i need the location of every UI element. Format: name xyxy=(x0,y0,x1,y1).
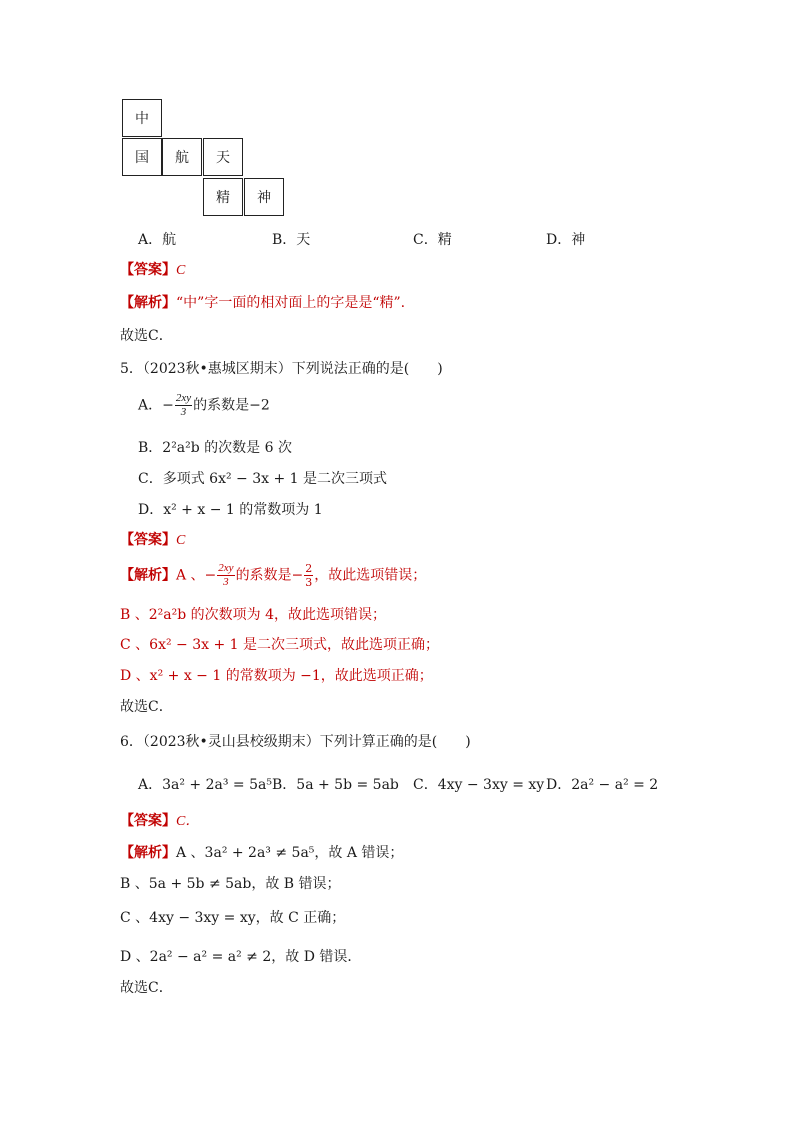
analysis-text: “中”字一面的相对面上的字是是“精”. xyxy=(176,295,406,311)
q6-option-d: D．2a² − a² = 2 xyxy=(546,777,659,793)
q6-analysis-d: D 、2a² − a² = a² ≠ 2，故 D 错误． xyxy=(120,949,362,965)
q5-option-d: D．x² + x − 1 的常数项为 1 xyxy=(138,502,323,518)
net-cell: 神 xyxy=(244,178,284,216)
fraction xyxy=(175,392,192,419)
denominator: 3 xyxy=(223,576,229,588)
q6-option-b: B．5a + 5b = 5ab xyxy=(272,777,399,793)
net-cell: 天 xyxy=(203,138,243,176)
option-suffix: 的系数是−2 xyxy=(193,397,270,414)
net-cell: 航 xyxy=(162,138,202,176)
q4-analysis-line xyxy=(120,292,405,312)
q6-option-a: A．3a² + 2a³ = 5a⁵ xyxy=(138,777,272,793)
analysis-tag: 【解析】 xyxy=(120,845,176,861)
fraction xyxy=(304,562,313,589)
denominator: 3 xyxy=(180,406,187,418)
q5-analysis-b: B 、2²a²b 的次数项为 4，故此选项错误； xyxy=(120,607,386,623)
q5-conclusion: 故选C． xyxy=(120,699,173,715)
q5-title: 5．（2023秋•惠城区期末）下列说法正确的是( ) xyxy=(120,361,443,377)
numerator: 2xy xyxy=(218,562,234,574)
analysis-text: A 、3a² + 2a³ ≠ 5a⁵，故 A 错误； xyxy=(176,845,404,861)
analysis-mid: 的系数是− xyxy=(235,567,304,584)
analysis-tag: 【解析】 xyxy=(120,567,176,584)
q6-conclusion: 故选C． xyxy=(120,980,173,996)
q5-answer-line xyxy=(120,529,185,549)
answer-tag: 【答案】 xyxy=(120,262,176,278)
answer-value: C． xyxy=(176,814,200,829)
q6-analysis-b: B 、5a + 5b ≠ 5ab，故 B 错误； xyxy=(120,876,341,892)
analysis-suffix: ，故此选项错误； xyxy=(314,567,427,584)
answer-tag: 【答案】 xyxy=(120,813,176,829)
q6-answer-line xyxy=(120,810,199,830)
answer-value: C xyxy=(176,263,186,278)
analysis-prefix: A 、− xyxy=(176,567,217,584)
answer-tag: 【答案】 xyxy=(120,532,176,548)
q4-conclusion: 故选C． xyxy=(120,328,173,344)
numerator: 2 xyxy=(305,562,313,575)
q4-option-b: B．天 xyxy=(272,232,311,248)
q5-option-b: B．2²a²b 的次数是 6 次 xyxy=(138,440,292,456)
q4-option-c: C．精 xyxy=(413,232,452,248)
q6-analysis-a xyxy=(120,842,403,862)
q4-option-a: A．航 xyxy=(138,232,177,248)
q5-analysis-d: D 、x² + x − 1 的常数项为 −1，故此选项正确； xyxy=(120,668,433,684)
net-cell: 精 xyxy=(203,178,243,216)
q4-option-d: D．神 xyxy=(546,232,586,248)
q5-analysis-a xyxy=(120,562,426,589)
net-cell: 国 xyxy=(122,138,162,176)
fraction xyxy=(217,562,234,589)
q5-analysis-c: C 、6x² − 3x + 1 是二次三项式，故此选项正确； xyxy=(120,637,439,653)
q6-title: 6．（2023秋•灵山县校级期末）下列计算正确的是( ) xyxy=(120,734,471,750)
option-prefix: A．− xyxy=(138,397,174,414)
q5-option-a xyxy=(138,392,270,419)
q4-answer-line xyxy=(120,259,185,279)
q6-analysis-c: C 、4xy − 3xy = xy，故 C 正确； xyxy=(120,910,346,926)
net-cell: 中 xyxy=(122,99,162,137)
answer-value: C xyxy=(176,533,186,548)
numerator: 2xy xyxy=(175,392,192,404)
q5-option-c: C．多项式 6x² − 3x + 1 是二次三项式 xyxy=(138,471,387,487)
q6-option-c: C．4xy − 3xy = xy xyxy=(413,777,545,793)
analysis-tag: 【解析】 xyxy=(120,295,176,311)
denominator: 3 xyxy=(305,576,313,589)
